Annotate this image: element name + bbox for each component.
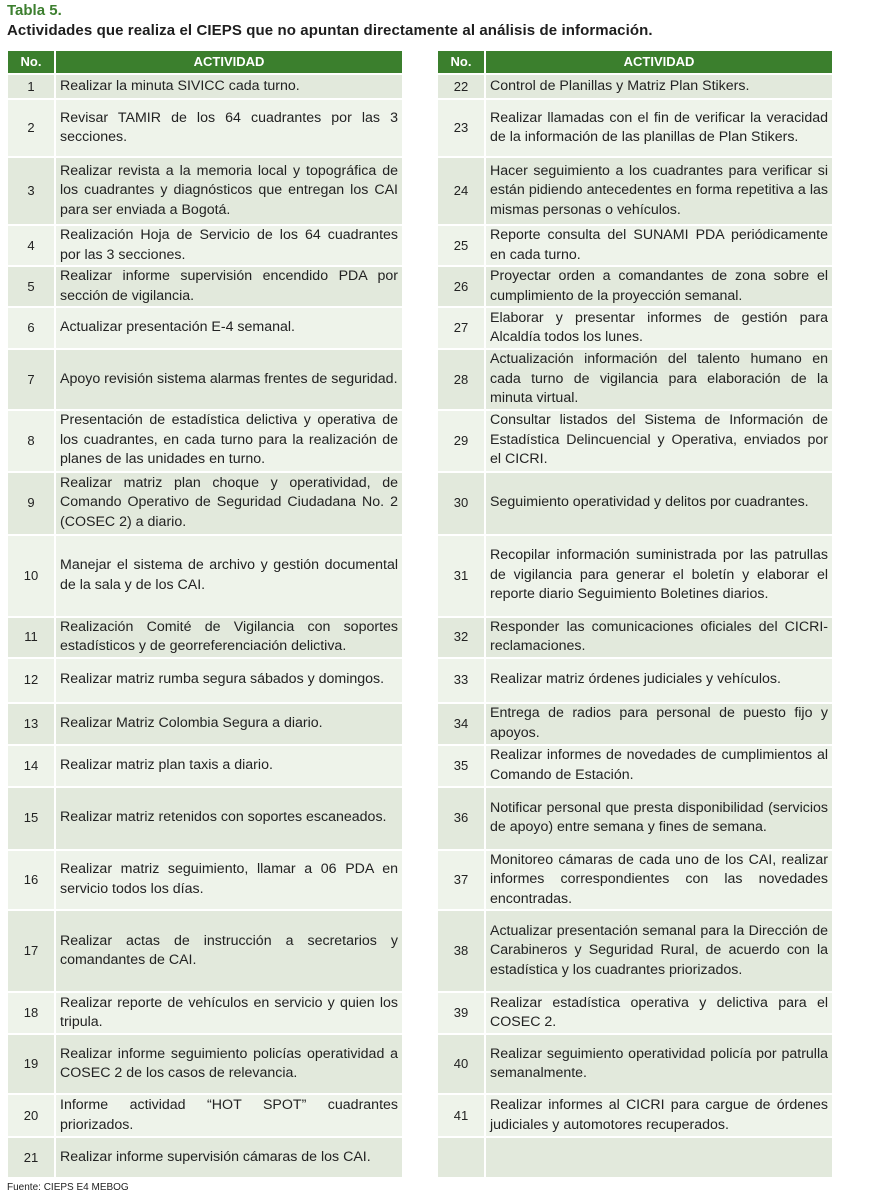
row-number-left: 16 bbox=[8, 851, 54, 910]
activity-right: Realizar informes al CICRI para cargue de órdenes judiciales y automotores recuperados. bbox=[486, 1095, 832, 1136]
activity-left: Realizar informe supervisión encendido PDA por sección de vigilancia. bbox=[56, 267, 402, 306]
table-row bbox=[8, 308, 832, 348]
activity-right bbox=[486, 1138, 832, 1177]
row-number-left: 10 bbox=[8, 536, 54, 616]
table-row bbox=[8, 704, 832, 744]
row-number-right: 35 bbox=[438, 746, 484, 786]
header-activity-right: ACTIVIDAD bbox=[486, 51, 832, 73]
table-row bbox=[8, 1095, 832, 1136]
activity-left: Realización Hoja de Servicio de los 64 cuadrantes por las 3 secciones. bbox=[56, 226, 402, 265]
row-number-right: 38 bbox=[438, 911, 484, 991]
row-number-right: 30 bbox=[438, 473, 484, 534]
spacer bbox=[404, 704, 436, 744]
activity-left: Realizar la minuta SIVICC cada turno. bbox=[56, 75, 402, 98]
row-number-right: 22 bbox=[438, 75, 484, 98]
row-number-left: 4 bbox=[8, 226, 54, 265]
activity-right: Monitoreo cámaras de cada uno de los CAI, realizar informes correspondientes con las novedades encontradas. bbox=[486, 851, 832, 910]
table-row bbox=[8, 746, 832, 786]
table-row bbox=[8, 226, 832, 265]
row-number-right: 39 bbox=[438, 993, 484, 1033]
activity-right: Entrega de radios para personal de puesto fijo y apoyos. bbox=[486, 704, 832, 744]
table-row bbox=[8, 618, 832, 657]
activity-left: Realizar matriz retenidos con soportes escaneados. bbox=[56, 788, 402, 849]
table-header-row bbox=[8, 51, 832, 73]
activity-left: Realizar matriz rumba segura sábados y domingos. bbox=[56, 659, 402, 702]
spacer bbox=[404, 158, 436, 224]
row-number-left: 12 bbox=[8, 659, 54, 702]
header-activity-left: ACTIVIDAD bbox=[56, 51, 402, 73]
row-number-right: 37 bbox=[438, 851, 484, 910]
row-number-right bbox=[438, 1138, 484, 1177]
activity-left: Realizar matriz seguimiento, llamar a 06 PDA en servicio todos los días. bbox=[56, 851, 402, 910]
row-number-left: 19 bbox=[8, 1035, 54, 1093]
activity-right: Consultar listados del Sistema de Información de Estadística Delincuencial y Operativa, enviados por el CICRI. bbox=[486, 411, 832, 471]
spacer bbox=[404, 75, 436, 98]
spacer bbox=[404, 100, 436, 156]
activity-right: Elaborar y presentar informes de gestión para Alcaldía todos los lunes. bbox=[486, 308, 832, 348]
activity-left: Actualizar presentación E-4 semanal. bbox=[56, 308, 402, 348]
spacer bbox=[404, 746, 436, 786]
activity-left: Apoyo revisión sistema alarmas frentes de seguridad. bbox=[56, 350, 402, 409]
activity-right: Proyectar orden a comandantes de zona sobre el cumplimiento de la proyección semanal. bbox=[486, 267, 832, 306]
spacer bbox=[404, 226, 436, 265]
activity-left: Realizar informe supervisión cámaras de los CAI. bbox=[56, 1138, 402, 1177]
row-number-right: 29 bbox=[438, 411, 484, 471]
header-no-right: No. bbox=[438, 51, 484, 73]
row-number-left: 11 bbox=[8, 618, 54, 657]
row-number-left: 5 bbox=[8, 267, 54, 306]
row-number-right: 23 bbox=[438, 100, 484, 156]
table-label: Tabla 5. bbox=[7, 2, 62, 19]
activities-table bbox=[6, 49, 834, 1179]
row-number-right: 26 bbox=[438, 267, 484, 306]
activity-left: Realizar Matriz Colombia Segura a diario. bbox=[56, 704, 402, 744]
spacer bbox=[404, 1035, 436, 1093]
table-row bbox=[8, 911, 832, 991]
row-number-left: 20 bbox=[8, 1095, 54, 1136]
row-number-right: 31 bbox=[438, 536, 484, 616]
spacer bbox=[404, 659, 436, 702]
activity-right: Realizar llamadas con el fin de verificar la veracidad de la información de las planillas de Plan Stikers. bbox=[486, 100, 832, 156]
activity-right: Notificar personal que presta disponibilidad (servicios de apoyo) entre semana y fines de semana. bbox=[486, 788, 832, 849]
table-row bbox=[8, 100, 832, 156]
spacer bbox=[404, 851, 436, 910]
table-row bbox=[8, 267, 832, 306]
activity-left: Revisar TAMIR de los 64 cuadrantes por las 3 secciones. bbox=[56, 100, 402, 156]
table-row bbox=[8, 1138, 832, 1177]
activity-right: Realizar estadística operativa y delictiva para el COSEC 2. bbox=[486, 993, 832, 1033]
activity-right: Seguimiento operatividad y delitos por cuadrantes. bbox=[486, 473, 832, 534]
activity-left: Presentación de estadística delictiva y operativa de los cuadrantes, en cada turno para la realización de planes de las unidades en turno. bbox=[56, 411, 402, 471]
row-number-left: 7 bbox=[8, 350, 54, 409]
header-no-left: No. bbox=[8, 51, 54, 73]
spacer bbox=[404, 267, 436, 306]
row-number-right: 28 bbox=[438, 350, 484, 409]
table-row bbox=[8, 1035, 832, 1093]
row-number-right: 41 bbox=[438, 1095, 484, 1136]
table-row bbox=[8, 788, 832, 849]
table-row bbox=[8, 536, 832, 616]
activity-left: Realizar matriz plan choque y operatividad, de Comando Operativo de Seguridad Ciudadana No. 2 (COSEC 2) a diario. bbox=[56, 473, 402, 534]
activity-right: Actualización información del talento humano en cada turno de vigilancia para elaboración de la minuta virtual. bbox=[486, 350, 832, 409]
spacer bbox=[404, 618, 436, 657]
table-row bbox=[8, 659, 832, 702]
table-row bbox=[8, 411, 832, 471]
activity-left: Realización Comité de Vigilancia con soportes estadísticos y de georreferenciación delictiva. bbox=[56, 618, 402, 657]
activity-right: Actualizar presentación semanal para la Dirección de Carabineros y Seguridad Rural, de acuerdo con la estadística y los cuadrantes priorizados. bbox=[486, 911, 832, 991]
activity-left: Realizar reporte de vehículos en servicio y quien los tripula. bbox=[56, 993, 402, 1033]
row-number-left: 1 bbox=[8, 75, 54, 98]
activity-left: Realizar matriz plan taxis a diario. bbox=[56, 746, 402, 786]
activity-left: Realizar informe seguimiento policías operatividad a COSEC 2 de los casos de relevancia. bbox=[56, 1035, 402, 1093]
spacer bbox=[404, 308, 436, 348]
spacer bbox=[404, 911, 436, 991]
row-number-left: 2 bbox=[8, 100, 54, 156]
activity-right: Recopilar información suministrada por las patrullas de vigilancia para generar el boletín y elaborar el reporte diario Seguimiento Boletines diarios. bbox=[486, 536, 832, 616]
table-row bbox=[8, 473, 832, 534]
row-number-left: 8 bbox=[8, 411, 54, 471]
spacer bbox=[404, 1138, 436, 1177]
row-number-left: 13 bbox=[8, 704, 54, 744]
row-number-left: 17 bbox=[8, 911, 54, 991]
source-note: Fuente: CIEPS E4 MEBOG bbox=[7, 1182, 129, 1193]
spacer bbox=[404, 993, 436, 1033]
spacer bbox=[404, 788, 436, 849]
row-number-right: 34 bbox=[438, 704, 484, 744]
row-number-right: 40 bbox=[438, 1035, 484, 1093]
row-number-left: 18 bbox=[8, 993, 54, 1033]
activity-right: Responder las comunicaciones oficiales del CICRI- reclamaciones. bbox=[486, 618, 832, 657]
spacer bbox=[404, 1095, 436, 1136]
table-row bbox=[8, 75, 832, 98]
activity-left: Informe actividad “HOT SPOT” cuadrantes priorizados. bbox=[56, 1095, 402, 1136]
row-number-right: 27 bbox=[438, 308, 484, 348]
row-number-left: 14 bbox=[8, 746, 54, 786]
activity-right: Realizar matriz órdenes judiciales y vehículos. bbox=[486, 659, 832, 702]
table-title: Actividades que realiza el CIEPS que no apuntan directamente al análisis de información. bbox=[7, 22, 653, 39]
row-number-right: 24 bbox=[438, 158, 484, 224]
spacer bbox=[404, 473, 436, 534]
activity-right: Control de Planillas y Matriz Plan Stikers. bbox=[486, 75, 832, 98]
row-number-left: 3 bbox=[8, 158, 54, 224]
activity-right: Reporte consulta del SUNAMI PDA periódicamente en cada turno. bbox=[486, 226, 832, 265]
table-row bbox=[8, 350, 832, 409]
row-number-left: 9 bbox=[8, 473, 54, 534]
table-row bbox=[8, 851, 832, 910]
table-row bbox=[8, 993, 832, 1033]
activity-left: Realizar revista a la memoria local y topográfica de los cuadrantes y diagnósticos que entregan los CAI para ser enviada a Bogotá. bbox=[56, 158, 402, 224]
spacer bbox=[404, 350, 436, 409]
activity-right: Hacer seguimiento a los cuadrantes para verificar si están pidiendo antecedentes en forma repetitiva a las mismas personas o vehículos. bbox=[486, 158, 832, 224]
row-number-left: 15 bbox=[8, 788, 54, 849]
spacer bbox=[404, 411, 436, 471]
activity-left: Manejar el sistema de archivo y gestión documental de la sala y de los CAI. bbox=[56, 536, 402, 616]
activity-left: Realizar actas de instrucción a secretarios y comandantes de CAI. bbox=[56, 911, 402, 991]
activity-right: Realizar informes de novedades de cumplimientos al Comando de Estación. bbox=[486, 746, 832, 786]
row-number-right: 33 bbox=[438, 659, 484, 702]
table-row bbox=[8, 158, 832, 224]
row-number-right: 32 bbox=[438, 618, 484, 657]
row-number-right: 25 bbox=[438, 226, 484, 265]
activity-right: Realizar seguimiento operatividad policía por patrulla semanalmente. bbox=[486, 1035, 832, 1093]
row-number-left: 6 bbox=[8, 308, 54, 348]
spacer bbox=[404, 536, 436, 616]
row-number-left: 21 bbox=[8, 1138, 54, 1177]
row-number-right: 36 bbox=[438, 788, 484, 849]
spacer bbox=[404, 51, 436, 73]
